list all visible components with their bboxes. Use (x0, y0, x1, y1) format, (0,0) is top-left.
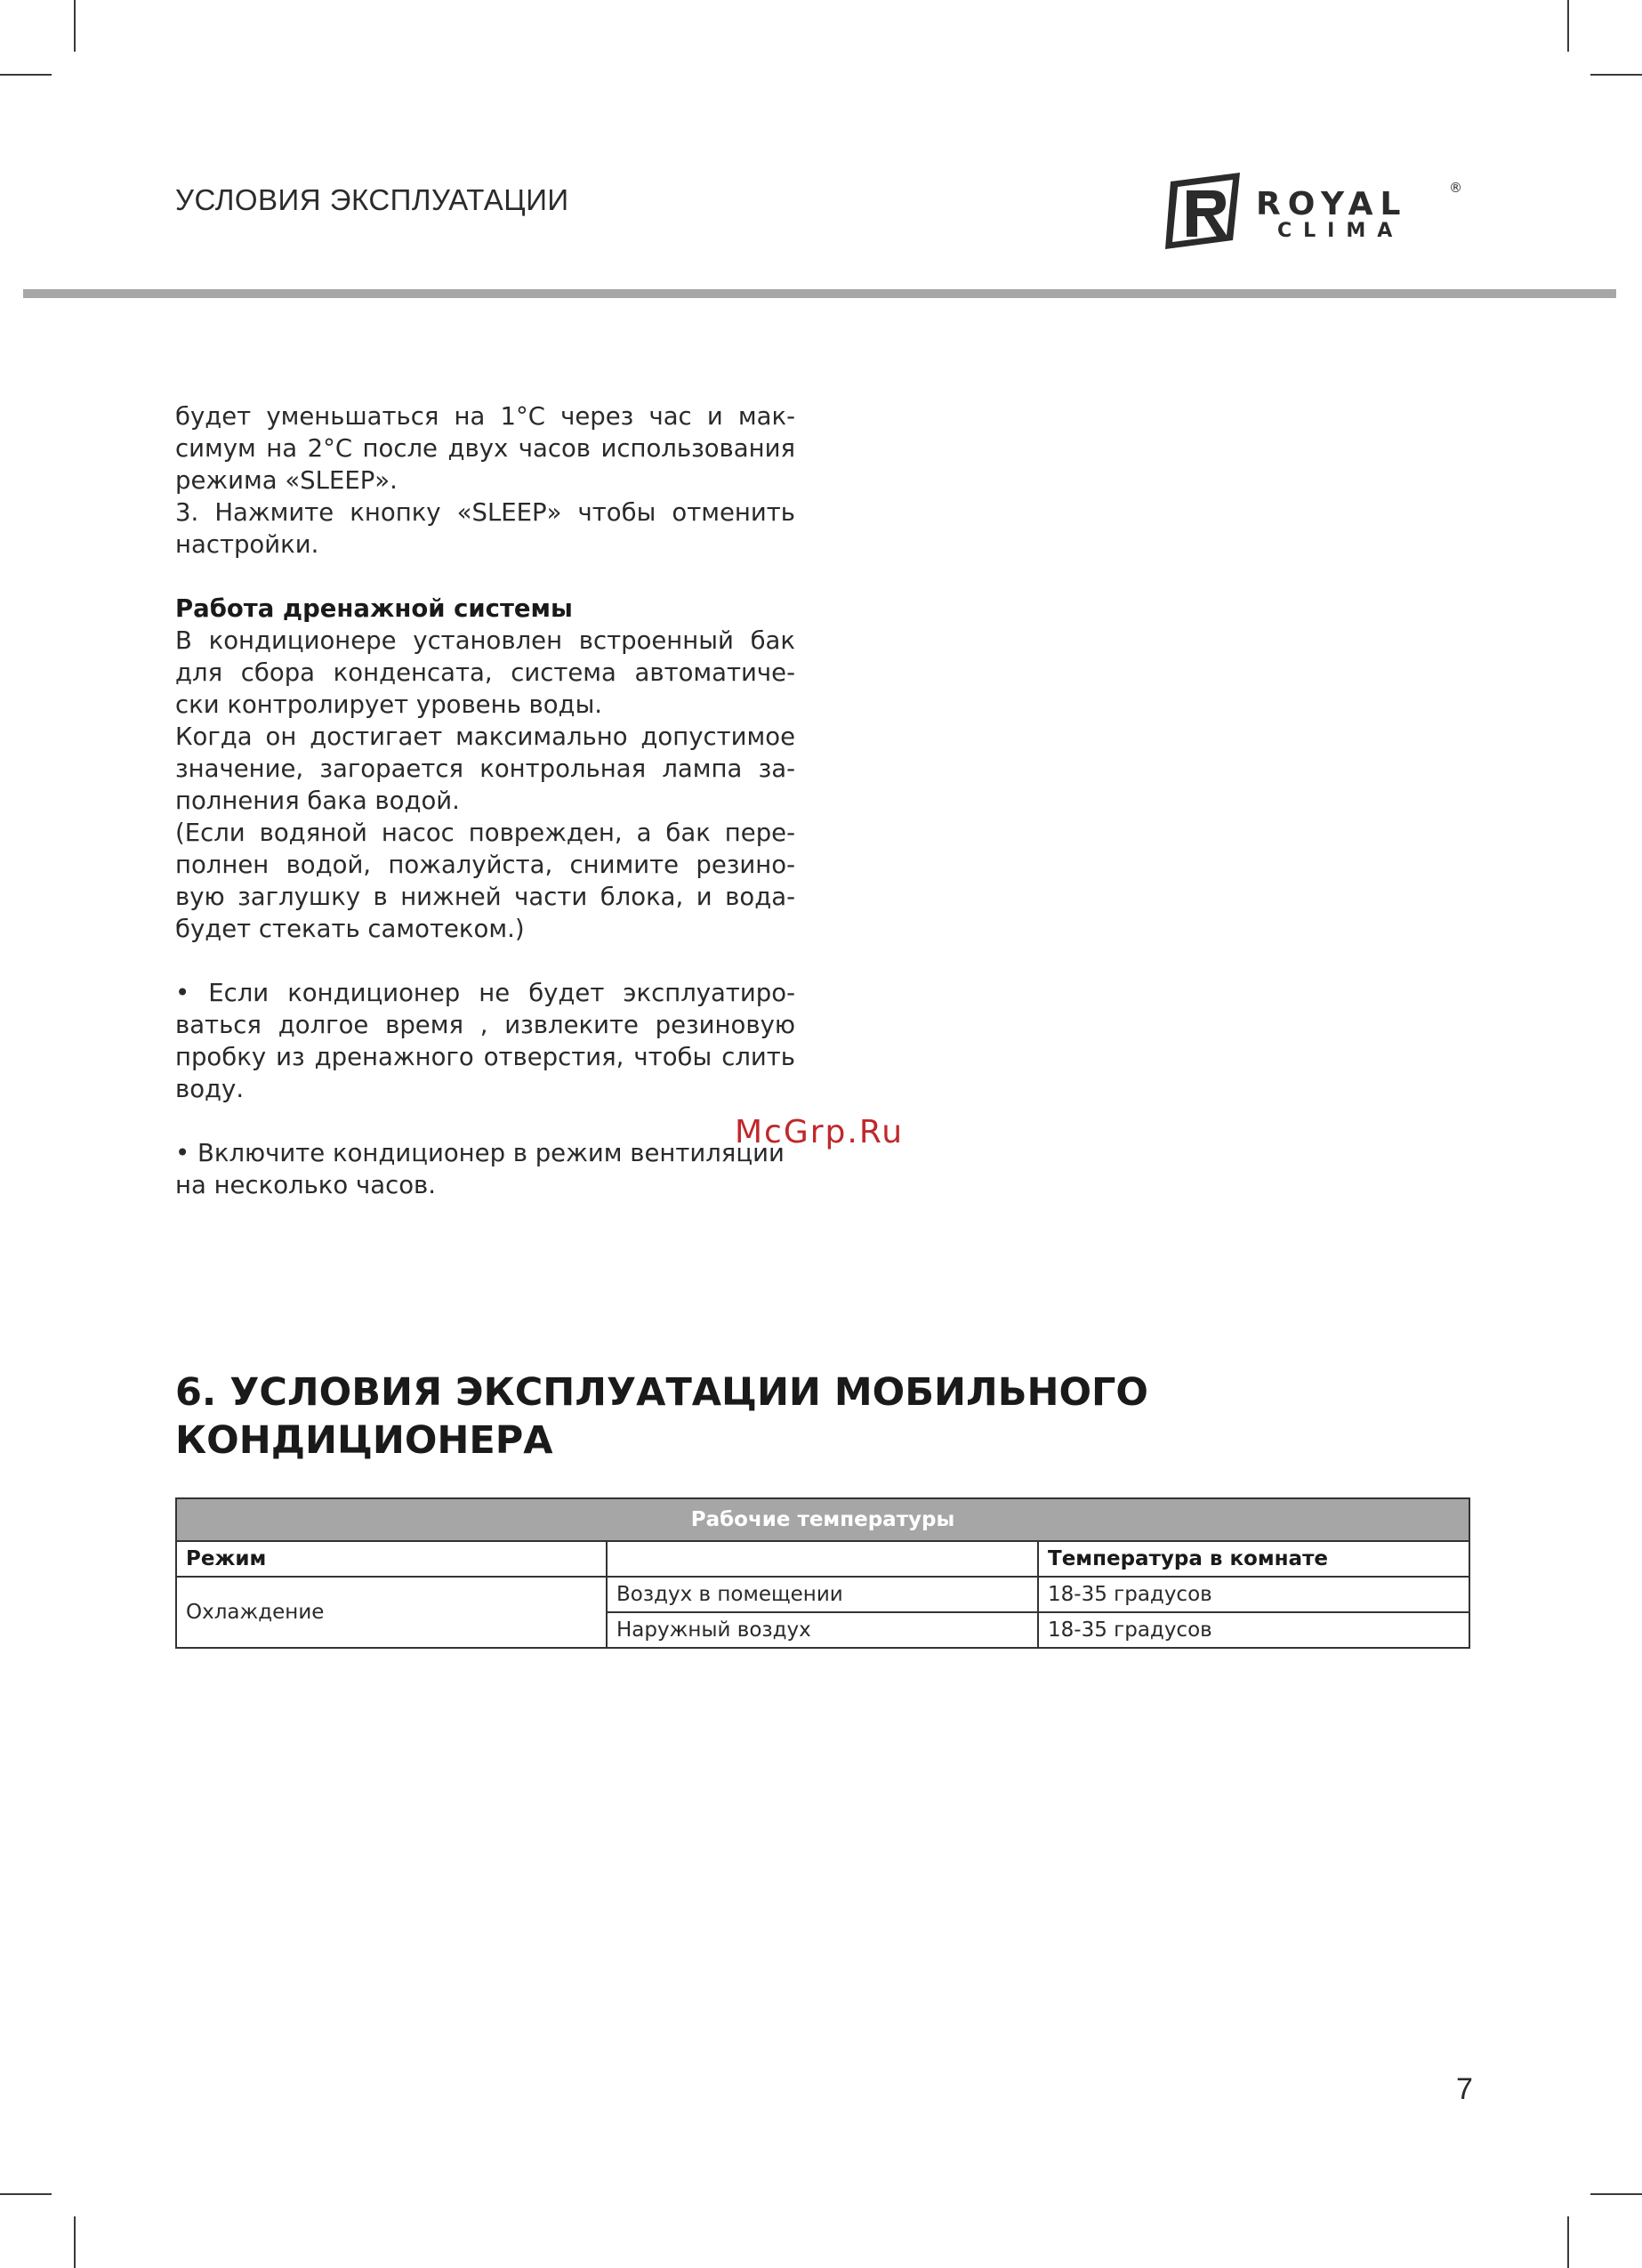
paragraph: будет уменьшаться на 1°С через час и мак-симум на 2°С после двух часов использования режима «SLEEP». (175, 402, 795, 495)
crop-mark (1590, 74, 1642, 76)
table-header-row (176, 1541, 1469, 1577)
drain-heading: Работа дренажной системы (175, 594, 573, 623)
page-number: 7 (1456, 2072, 1473, 2106)
paragraph: (Если водяной насос поврежден, а бак пере-полнен водой, пожалуйста, снимите резино-вую заглушку в нижней части блока, и вода-будет стекать самотеком.) (175, 819, 795, 943)
crop-mark (1567, 2216, 1569, 2268)
table-row (176, 1577, 1469, 1612)
section-title-line: КОНДИЦИОНЕРА (175, 1418, 553, 1463)
range-cell: 18-35 градусов (1038, 1612, 1469, 1648)
condition-cell: Наружный воздух (607, 1612, 1038, 1648)
range-cell: 18-35 градусов (1038, 1577, 1469, 1612)
header-cell-temperature: Температура в комнате (1038, 1541, 1469, 1577)
logo-text-royal: ROYAL (1256, 186, 1408, 222)
crop-mark (0, 74, 52, 76)
bullet-item: • Включите кондиционер в режим вентиляции на несколько часов. (175, 1139, 785, 1199)
mode-cell: Охлаждение (176, 1577, 607, 1648)
crop-mark (0, 2193, 52, 2195)
section-title-line: 6. УСЛОВИЯ ЭКСПЛУАТАЦИИ МОБИЛЬНОГО (175, 1370, 1148, 1415)
header-cell-empty (607, 1541, 1038, 1577)
table-caption-row (176, 1498, 1469, 1541)
logo-text-clima: CLIMA (1277, 220, 1405, 242)
registered-mark: ® (1449, 180, 1462, 196)
operating-temperatures-table (175, 1497, 1470, 1649)
condition-cell: Воздух в помещении (607, 1577, 1038, 1612)
body-text-column (175, 400, 795, 1201)
paragraph: В кондиционере установлен встроенный бак для сбора конденсата, система автоматиче-ски контролирует уровень воды. (175, 626, 795, 719)
bullet-item: • Если кондиционер не будет эксплуатиро-ваться долгое время , извлеките резиновую пробку из дренажного отверстия, чтобы слить воду. (175, 979, 795, 1103)
watermark: McGrp.Ru (735, 1114, 905, 1150)
paragraph: 3. Нажмите кнопку «SLEEP» чтобы отменить настройки. (175, 498, 795, 559)
crop-mark (1590, 2193, 1642, 2195)
page-header-title: УСЛОВИЯ ЭКСПЛУАТАЦИИ (175, 183, 569, 216)
table-caption: Рабочие температуры (176, 1498, 1469, 1541)
crop-mark (1567, 0, 1569, 52)
paragraph: Когда он достигает максимально допустимое значение, загорается контрольная лампа за-полнения бака водой. (175, 722, 795, 815)
header-cell-mode: Режим (176, 1541, 607, 1577)
royal-r-mark-icon (1162, 171, 1247, 253)
brand-logo (1162, 171, 1469, 253)
section-title (175, 1368, 1421, 1465)
crop-mark (74, 2216, 76, 2268)
crop-mark (74, 0, 76, 52)
header-divider (23, 289, 1616, 298)
